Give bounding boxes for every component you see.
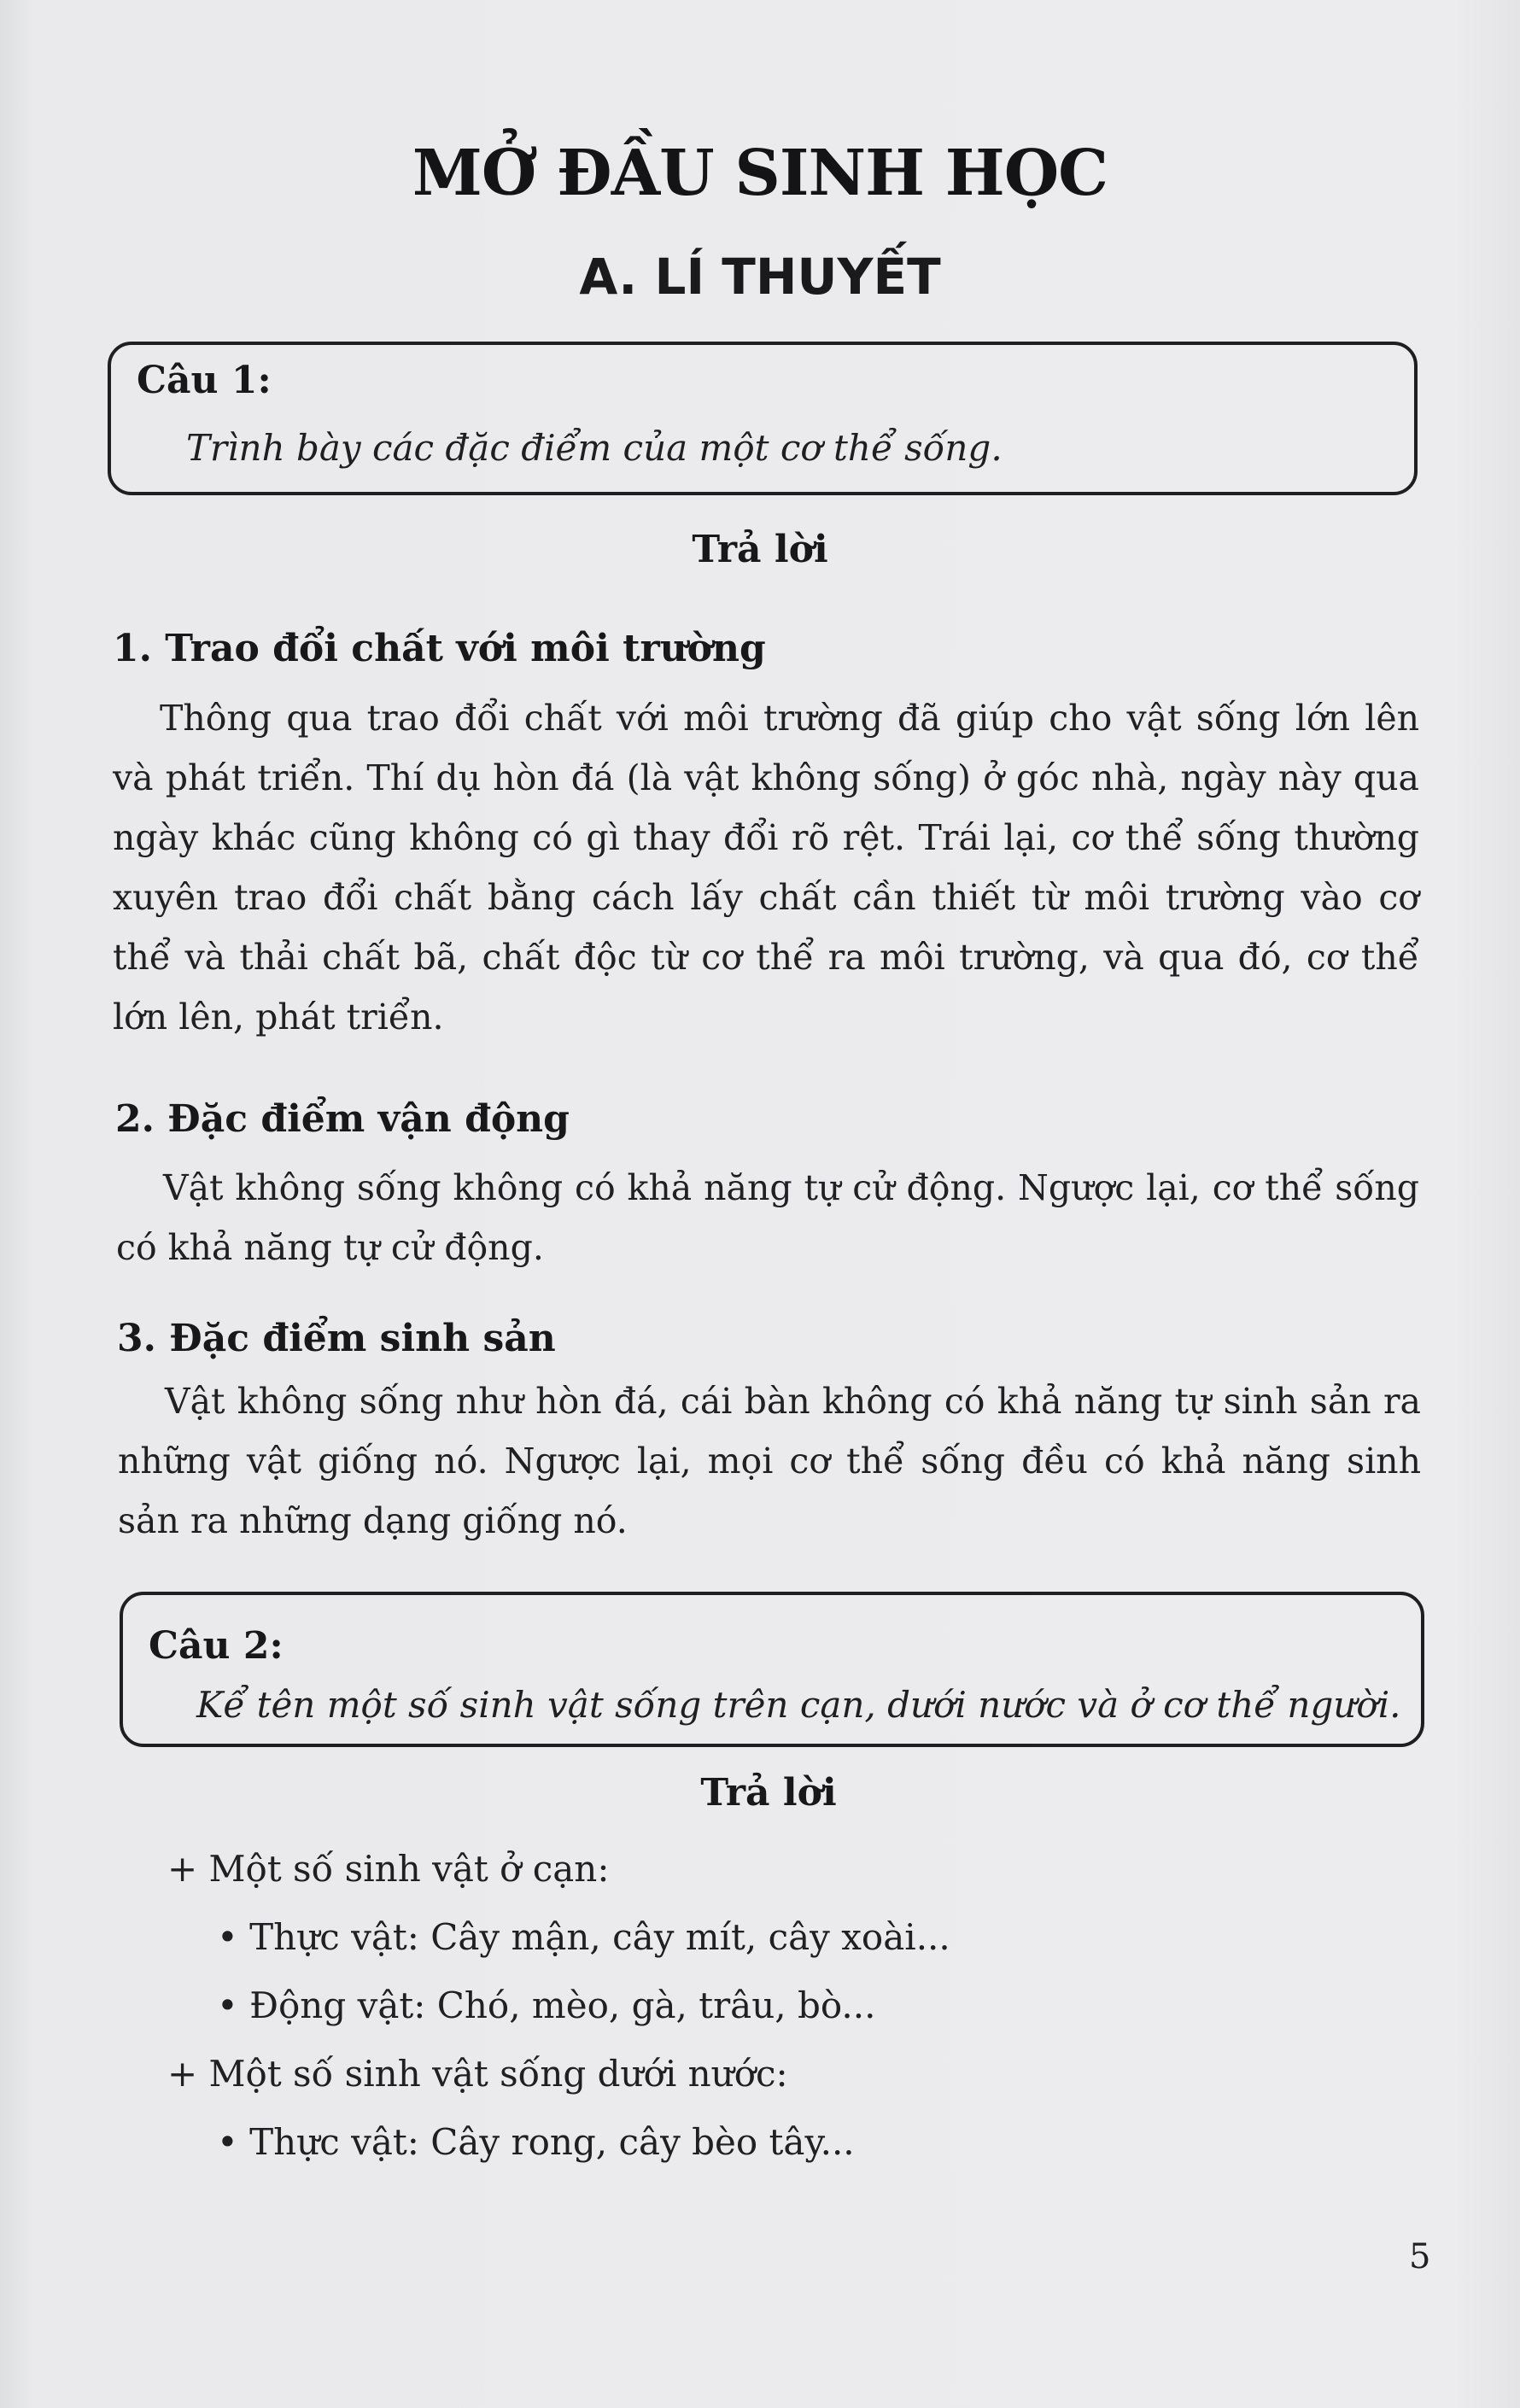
list-land-organisms: + Một số sinh vật ở cạn: [167,1848,610,1890]
page-number: 5 [1409,2237,1431,2276]
question-2-text: Kể tên một số sinh vật sống trên cạn, dưới nước và ở cơ thể người. [196,1684,1401,1726]
heading-reproduction: 3. Đặc điểm sinh sản [117,1317,556,1360]
heading-metabolism: 1. Trao đổi chất với môi trường [113,627,766,670]
paragraph-movement: Vật không sống không có khả năng tự cử động. Ngược lại, cơ thể sống có khả năng tự cử động. [116,1167,1419,1268]
section-heading: A. LÍ THUYẾT [579,248,941,306]
list-land-animals: • Động vật: Chó, mèo, gà, trâu, bò... [217,1984,876,2026]
question-1-box [108,342,1418,495]
paragraph-metabolism: Thông qua trao đổi chất với môi trường đã giúp cho vật sống lớn lên và phát triển. Thí dụ hòn đá (là vật không sống) ở góc nhà, ngày này qua ngày khác cũng không có gì thay đổi rõ rệt. Trái lại, cơ thể sống thường xuyên trao đổi chất bằng cách lấy chất cần thiết từ môi trường vào cơ thể và thải chất bã, chất độc từ cơ thể ra môi trường, và qua đó, cơ thể lớn lên, phát triển. [113,698,1419,1037]
list-water-organisms: + Một số sinh vật sống dưới nước: [167,2053,788,2095]
question-1-text: Trình bày các đặc điểm của một cơ thể sống. [186,427,1003,469]
question-1-label: Câu 1: [137,359,272,402]
answer-1-label: Trả lời [692,528,828,571]
answer-2-label: Trả lời [700,1771,837,1815]
list-land-plants: • Thực vật: Cây mận, cây mít, cây xoài... [217,1916,950,1958]
question-2-box [120,1592,1424,1747]
question-2-label: Câu 2: [149,1624,284,1668]
heading-movement: 2. Đặc điểm vận động [115,1097,570,1141]
chapter-title: MỞ ĐẦU SINH HỌC [412,137,1108,210]
list-water-plants: • Thực vật: Cây rong, cây bèo tây... [217,2121,855,2163]
paragraph-reproduction: Vật không sống như hòn đá, cái bàn không có khả năng tự sinh sản ra những vật giống nó. Ngược lại, mọi cơ thể sống đều có khả năng sinh sản ra những dạng giống nó. [118,1381,1421,1541]
